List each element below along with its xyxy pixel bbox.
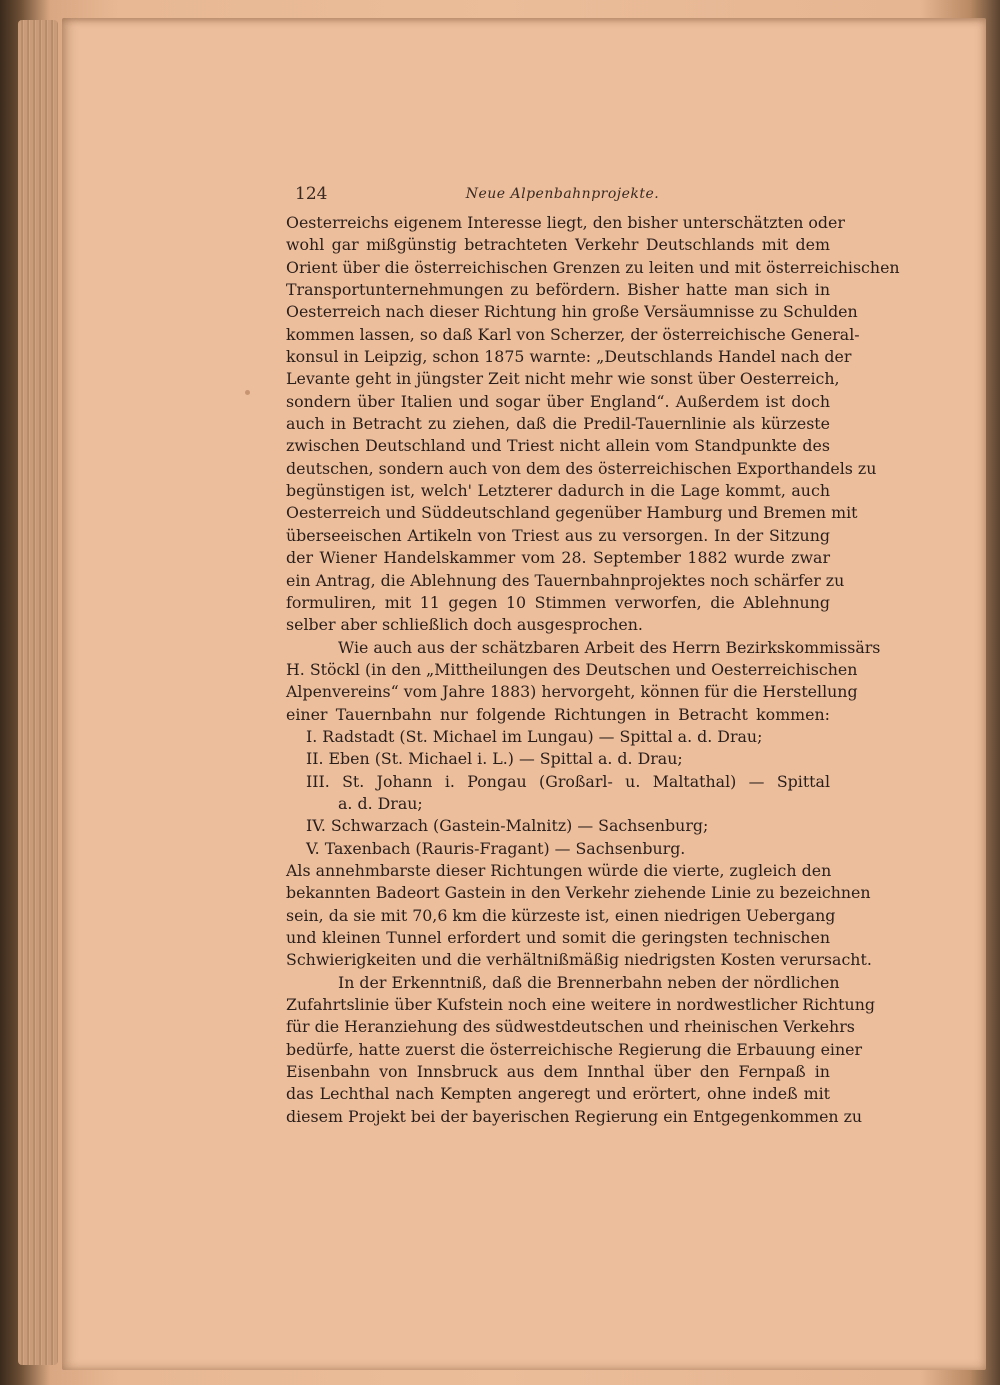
route-item-3-continued: a. d. Drau; [338,793,423,813]
paragraph-start-line: Wie auch aus der schätzbaren Arbeit des Herrn Bezirkskommissärs [338,637,881,657]
text-line: Oesterreich und Süddeutschland gegenüber Hamburg und Bremen mit [286,503,858,523]
page-number: 124 [295,184,328,204]
text-line: ein Antrag, die Ablehnung des Tauernbahnprojektes noch schärfer zu [286,570,845,590]
text-line: zwischen Deutschland und Triest nicht allein vom Standpunkte des [286,436,830,456]
text-line: konsul in Leipzig, schon 1875 warnte: „Deutschlands Handel nach der [286,347,852,367]
text-line: und kleinen Tunnel erfordert und somit die geringsten technischen [286,928,830,947]
text-line: begünstigen ist, welch' Letzterer dadurch in die Lage kommt, auch [286,481,830,501]
text-line: Alpenvereins“ vom Jahre 1883) hervorgeht, können für die Herstellung [286,682,858,702]
text-line: Transportunternehmungen zu befördern. Bisher hatte man sich in [286,280,830,300]
route-item-4: IV. Schwarzach (Gastein-Malnitz) — Sachsenburg; [306,816,709,836]
route-item-3: III. St. Johann i. Pongau (Großarl- u. Maltathal) — Spittal [306,771,830,791]
text-line: Orient über die österreichischen Grenzen zu leiten und mit österreichischen [286,257,900,277]
running-title: Neue Alpenbahnprojekte. [465,186,660,202]
text-line: Schwierigkeiten und die verhältnißmäßig niedrigsten Kosten verursacht. [286,950,872,970]
text-line: bedürfe, hatte zuerst die österreichische Regierung die Erbauung einer [286,1039,863,1059]
text-line: Oesterreichs eigenem Interesse liegt, den bisher unterschätzten oder [286,213,845,232]
text-line: einer Tauernbahn nur folgende Richtungen in Betracht kommen: [286,704,830,724]
text-line: Eisenbahn von Innsbruck aus dem Innthal über den Fernpaß in [286,1062,830,1082]
text-line: bekannten Badeort Gastein in den Verkehr ziehende Linie zu bezeichnen [286,883,871,903]
text-line: sein, da sie mit 70,6 km die kürzeste ist, einen niedrigen Uebergang [286,905,836,925]
text-line: Zufahrtslinie über Kufstein noch eine weitere in nordwestlicher Richtung [286,995,875,1015]
text-line: H. Stöckl (in den „Mittheilungen des Deutschen und Oesterreichischen [286,659,858,679]
text-line: wohl gar mißgünstig betrachteten Verkehr Deutschlands mit dem [286,235,830,255]
text-line: für die Heranziehung des südwestdeutschen und rheinischen Verkehrs [286,1017,855,1037]
route-item-5: V. Taxenbach (Rauris-Fragant) — Sachsenburg. [306,838,686,858]
page-edges [18,20,58,1365]
text-line: das Lechthal nach Kempten angeregt und erörtert, ohne indeß mit [286,1084,830,1104]
text-line: deutschen, sondern auch von dem des österreichischen Exporthandels zu [286,458,877,478]
text-line: auch in Betracht zu ziehen, daß die Predil-Tauernlinie als kürzeste [286,414,830,434]
text-line: sondern über Italien und sogar über England“. Außerdem ist doch [286,391,830,411]
body-text [286,212,900,1128]
text-line: kommen lassen, so daß Karl von Scherzer, der österreichische General- [286,324,860,344]
text-line: formuliren, mit 11 gegen 10 Stimmen verworfen, die Ablehnung [286,592,830,612]
text-line: der Wiener Handelskammer vom 28. September 1882 wurde zwar [286,548,830,568]
route-item-1: I. Radstadt (St. Michael im Lungau) — Spittal a. d. Drau; [306,726,763,746]
text-line: diesem Projekt bei der bayerischen Regierung ein Entgegenkommen zu [286,1106,863,1126]
paragraph-start-line: In der Erkenntniß, daß die Brennerbahn neben der nördlichen [338,972,840,992]
foxing-spot [245,390,250,395]
text-line: Als annehmbarste dieser Richtungen würde die vierte, zugleich den [286,860,832,880]
paragraph-end-line: selber aber schließlich doch ausgesprochen. [286,615,643,635]
route-item-2: II. Eben (St. Michael i. L.) — Spittal a. d. Drau; [306,749,683,769]
text-line: überseeischen Artikeln von Triest aus zu versorgen. In der Sitzung [286,525,830,545]
text-line: Levante geht in jüngster Zeit nicht mehr wie sonst über Oesterreich, [286,369,840,389]
running-head [295,184,830,208]
text-line: Oesterreich nach dieser Richtung hin große Versäumnisse zu Schulden [286,302,858,322]
